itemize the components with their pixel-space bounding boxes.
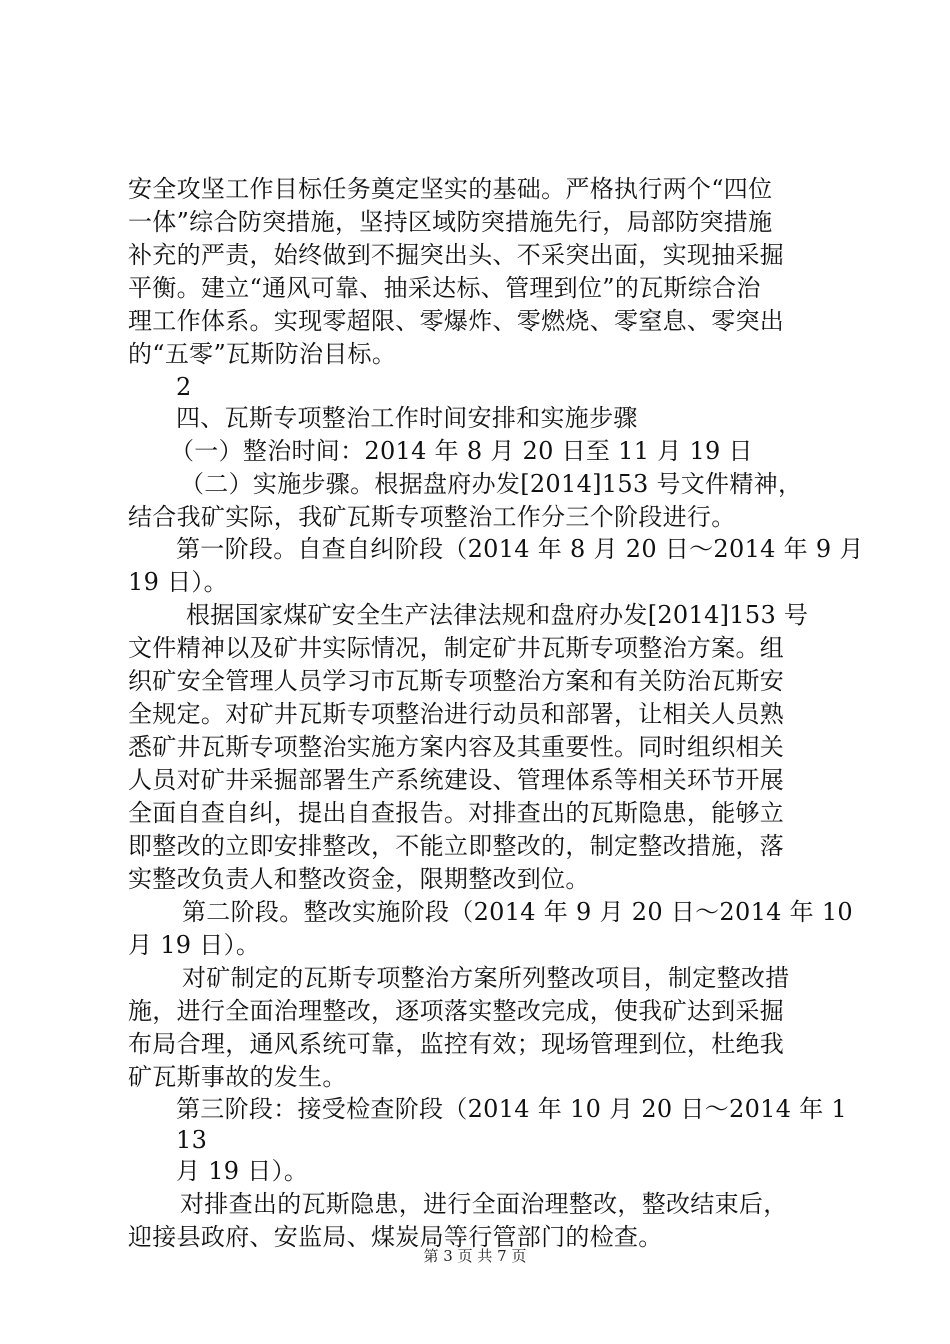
text-line-22: 实整改负责人和整改资金，限期整改到位。 [128,865,590,893]
text-line-2: 一体”综合防突措施，坚持区域防突措施先行，局部防突措施 [128,208,773,236]
text-line-20: 全面自查自纠，提出自查报告。对排查出的瓦斯隐患，能够立 [128,799,785,827]
text-line-13: 19 日）。 [128,568,228,596]
text-line-21: 即整改的立即安排整改，不能立即整改的，制定整改措施，落 [128,832,785,860]
text-line-28: 矿瓦斯事故的发生。 [128,1063,347,1091]
text-line-4: 平衡。建立“通风可靠、抽采达标、管理到位”的瓦斯综合治 [128,274,761,302]
text-line-6: 的“五零”瓦斯防治目标。 [128,340,397,368]
text-line-12: 第一阶段。自查自纠阶段（2014 年 8 月 20 日～2014 年 9 月 [176,535,864,563]
text-line-5: 理工作体系。实现零超限、零爆炸、零燃烧、零窒息、零突出 [128,307,785,335]
text-line-17: 全规定。对矿井瓦斯专项整治进行动员和部署，让相关人员熟 [128,700,785,728]
text-line-18: 悉矿井瓦斯专项整治实施方案内容及其重要性。同时组织相关 [128,733,785,761]
text-line-15: 文件精神以及矿井实际情况，制定矿井瓦斯专项整治方案。组 [128,634,785,662]
text-line-31: 月 19 日）。 [176,1157,309,1185]
text-line-3: 补充的严责，始终做到不掘突出头、不采突出面，实现抽采掘 [128,241,785,269]
text-line-24: 月 19 日）。 [128,931,261,959]
text-line-9: （一）整治时间：2014 年 8 月 20 日至 11 月 19 日 [170,437,753,465]
page-number-text: 2 [176,373,192,401]
text-line-30: 13 [176,1126,208,1154]
text-line-16: 织矿安全管理人员学习市瓦斯专项整治方案和有关防治瓦斯安 [128,667,785,695]
section-heading: 四、瓦斯专项整治工作时间安排和实施步骤 [176,404,638,432]
text-line-19: 人员对矿井采掘部署生产系统建设、管理体系等相关环节开展 [128,766,785,794]
text-line-14: 根据国家煤矿安全生产法律法规和盘府办发[2014]153 号 [186,601,809,629]
text-line-1: 安全攻坚工作目标任务奠定坚实的基础。严格执行两个“四位 [128,175,773,203]
text-line-26: 施，进行全面治理整改，逐项落实整改完成，使我矿达到采掘 [128,997,785,1025]
text-line-32: 对排查出的瓦斯隐患，进行全面治理整改，整改结束后， [180,1190,788,1218]
text-line-23: 第二阶段。整改实施阶段（2014 年 9 月 20 日～2014 年 10 [182,898,854,926]
text-line-10: （二）实施步骤。根据盘府办发[2014]153 号文件精神， [180,470,803,498]
text-line-25: 对矿制定的瓦斯专项整治方案所列整改项目，制定整改措 [182,964,790,992]
page-footer: 第 3 页 共 7 页 [423,1247,527,1265]
text-line-27: 布局合理，通风系统可靠，监控有效；现场管理到位，杜绝我 [128,1030,785,1058]
text-line-29: 第三阶段：接受检查阶段（2014 年 10 月 20 日～2014 年 1 [176,1095,848,1123]
text-line-33: 迎接县政府、安监局、煤炭局等行管部门的检查。 [128,1223,663,1251]
text-line-11: 结合我矿实际，我矿瓦斯专项整治工作分三个阶段进行。 [128,503,736,531]
